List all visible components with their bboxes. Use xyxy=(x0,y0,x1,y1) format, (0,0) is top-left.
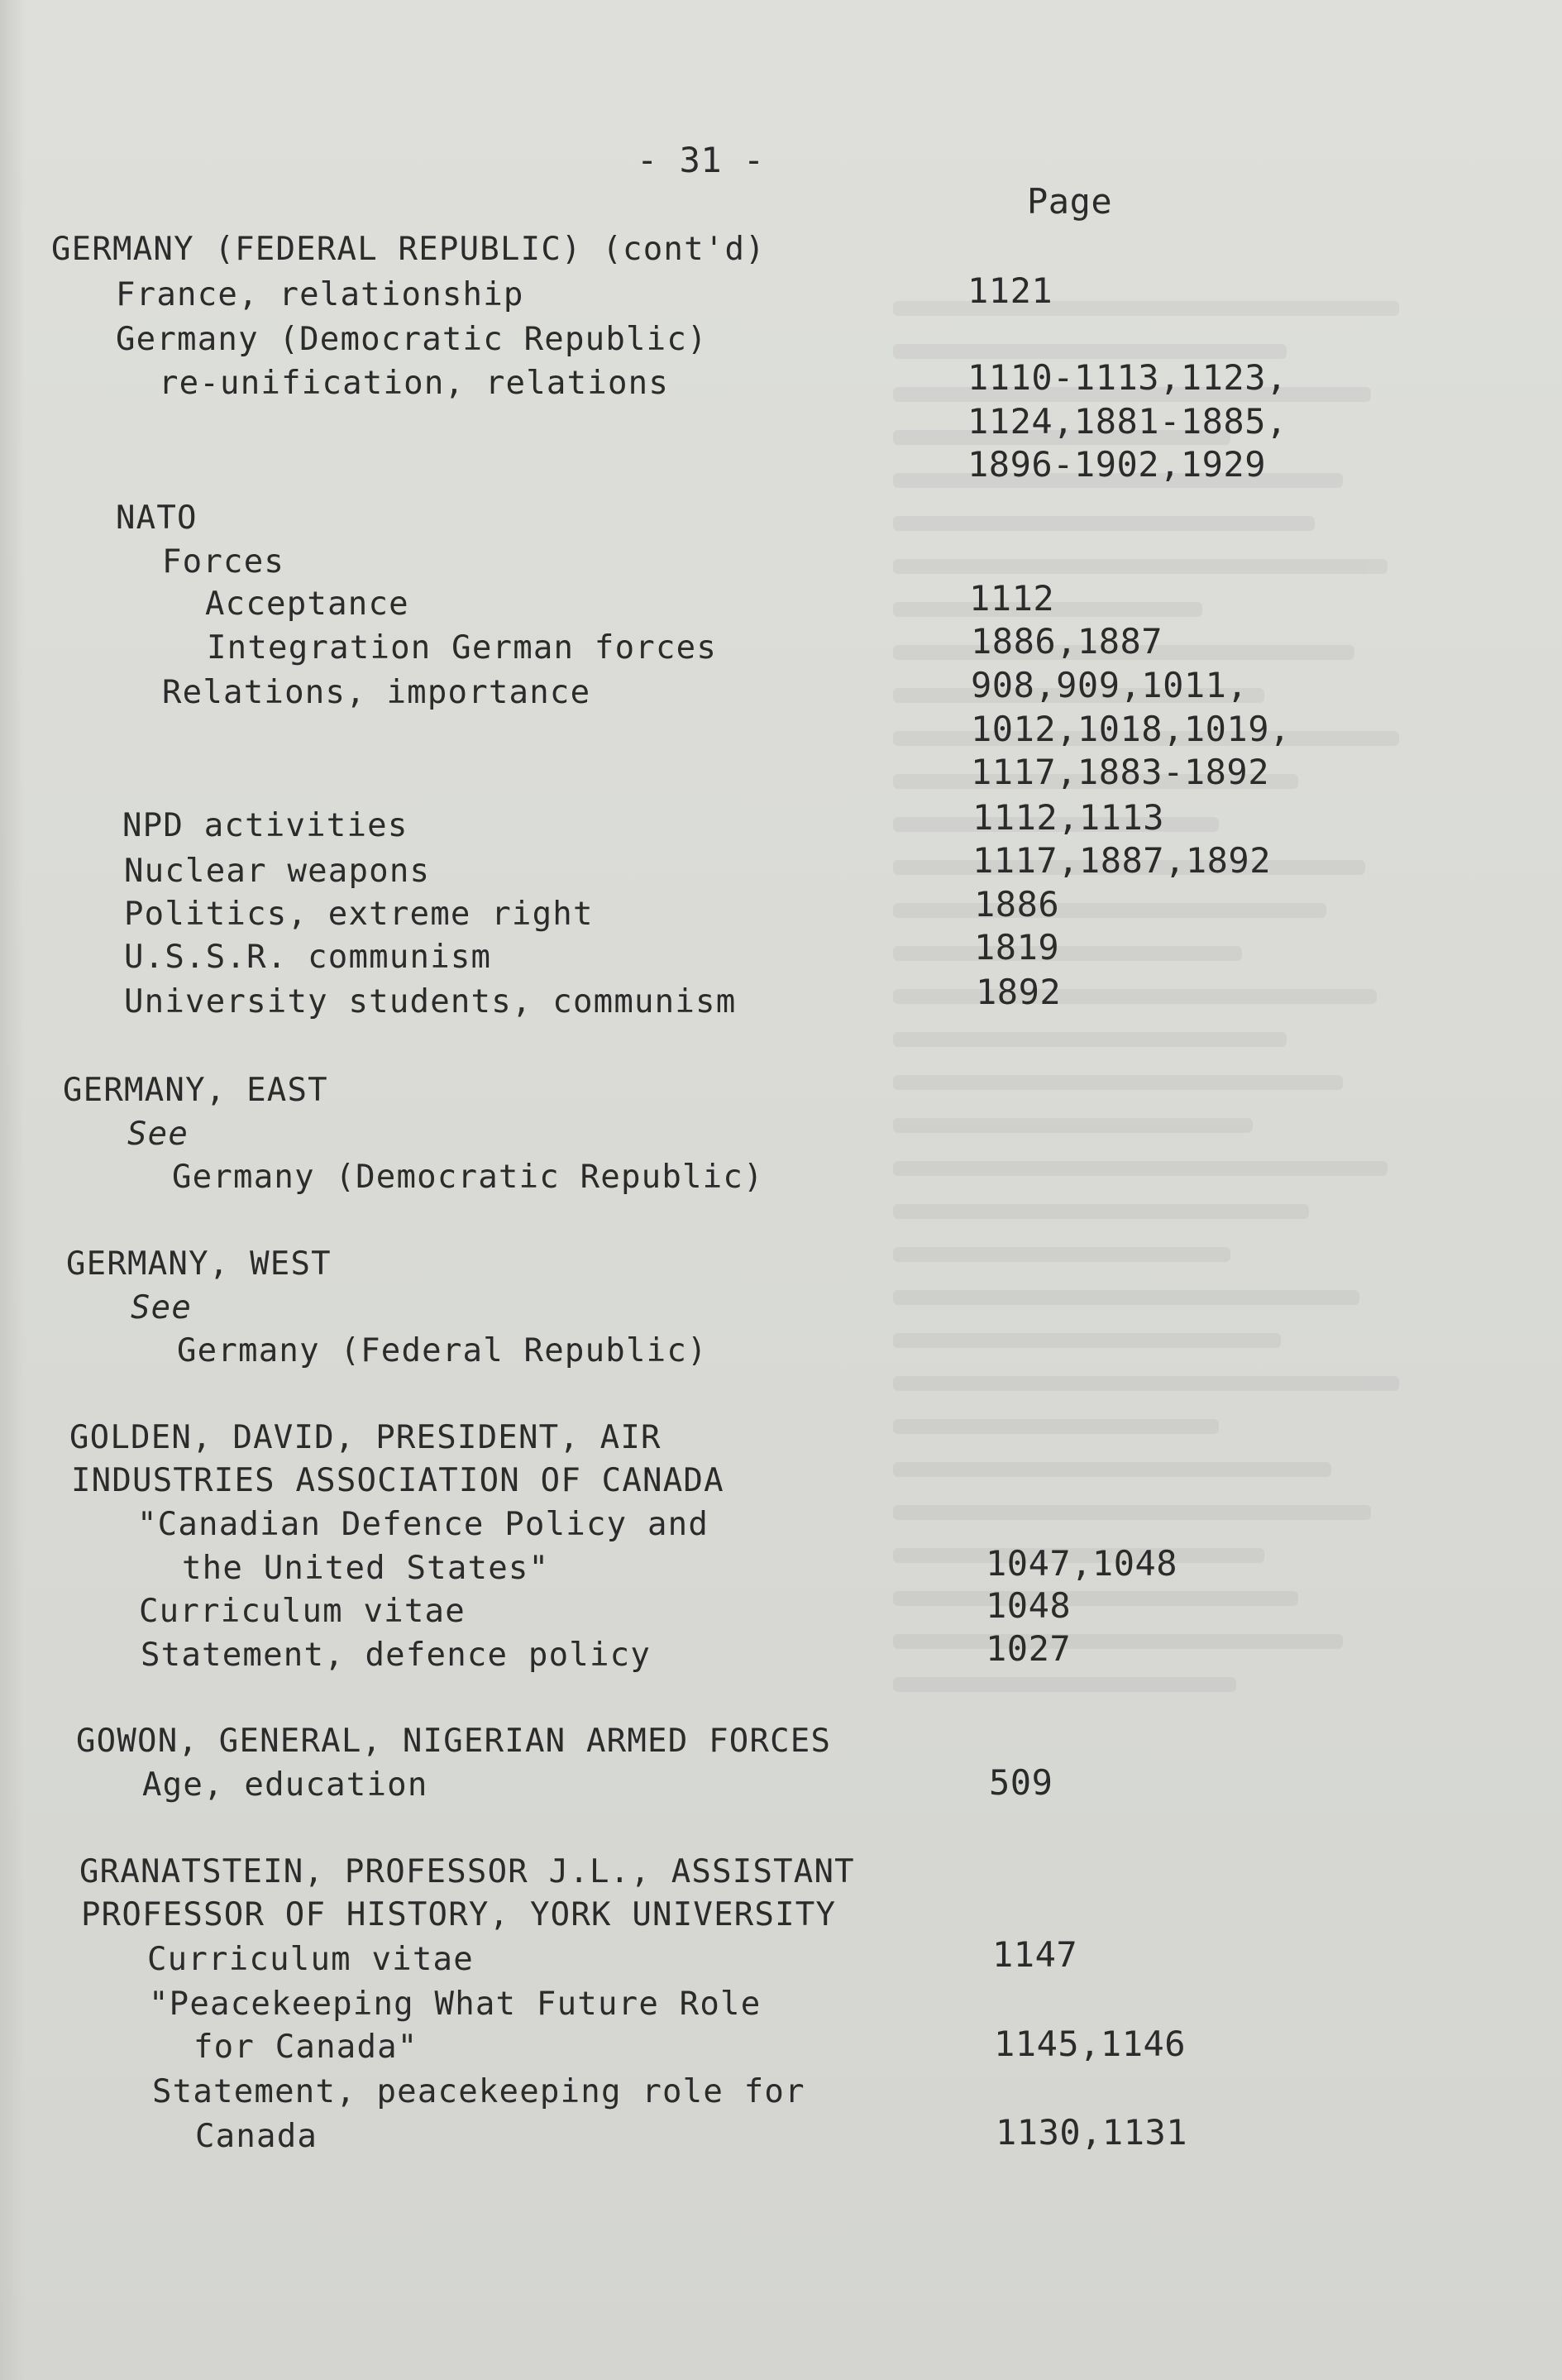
page-reference: 1012,1018,1019, xyxy=(971,709,1291,749)
see-reference-label: See xyxy=(131,1289,193,1326)
index-subentry: Germany (Democratic Republic) xyxy=(116,321,708,358)
page-reference: 1145,1146 xyxy=(994,2024,1187,2064)
page-reference: 1110-1113,1123, xyxy=(967,357,1287,398)
page-reference: 1892 xyxy=(976,972,1062,1012)
page-reference: 1112,1113 xyxy=(972,797,1165,838)
index-subentry: Statement, defence policy xyxy=(141,1637,651,1674)
index-subentry: re-unification, relations xyxy=(159,365,669,402)
index-subentry: NPD activities xyxy=(122,807,408,844)
index-subentry: NATO xyxy=(116,499,198,537)
page-reference: 1886,1887 xyxy=(971,621,1163,662)
index-subentry: U.S.S.R. communism xyxy=(124,939,492,976)
page-reference: 908,909,1011, xyxy=(971,665,1249,705)
index-subentry: Statement, peacekeeping role for xyxy=(152,2073,805,2110)
page-reference: 1047,1048 xyxy=(986,1543,1178,1584)
index-subentry: "Peacekeeping What Future Role xyxy=(149,1986,762,2023)
index-heading: GOLDEN, DAVID, PRESIDENT, AIR xyxy=(69,1419,662,1456)
index-heading: GERMANY (FEDERAL REPUBLIC) (cont'd) xyxy=(51,231,766,268)
index-subentry: France, relationship xyxy=(116,276,524,313)
index-heading: GERMANY, WEST xyxy=(66,1245,332,1283)
page-reference: 1896-1902,1929 xyxy=(967,444,1267,485)
page-reference: 1027 xyxy=(986,1628,1072,1669)
page-reference: 1886 xyxy=(974,884,1060,925)
bleed-through-texture xyxy=(893,270,1455,2241)
index-subentry: University students, communism xyxy=(124,983,737,1020)
page-reference: 1117,1883-1892 xyxy=(971,752,1270,792)
index-heading: GERMANY, EAST xyxy=(63,1072,328,1109)
page-reference: 1121 xyxy=(967,270,1053,311)
index-subentry: "Canadian Defence Policy and xyxy=(137,1506,709,1543)
page-reference: 1117,1887,1892 xyxy=(972,840,1272,881)
index-subentry: Politics, extreme right xyxy=(124,896,594,933)
page-edge-shadow xyxy=(0,0,25,2380)
index-heading: GOWON, GENERAL, NIGERIAN ARMED FORCES xyxy=(76,1723,832,1760)
page-reference: 1124,1881-1885, xyxy=(967,401,1287,442)
index-subentry: Canada xyxy=(195,2118,318,2155)
page-column-heading: Page xyxy=(1027,181,1113,222)
cross-reference: Germany (Federal Republic) xyxy=(177,1332,708,1369)
index-subentry: Forces xyxy=(162,543,285,581)
cross-reference: Germany (Democratic Republic) xyxy=(172,1159,764,1196)
page-reference: 509 xyxy=(989,1762,1053,1803)
index-heading: INDUSTRIES ASSOCIATION OF CANADA xyxy=(71,1462,724,1499)
index-subentry: the United States" xyxy=(182,1550,550,1587)
page-reference: 1147 xyxy=(992,1934,1078,1975)
index-subentry: Age, education xyxy=(142,1766,428,1804)
index-subentry: Curriculum vitae xyxy=(139,1593,466,1630)
page-reference: 1112 xyxy=(969,578,1055,619)
see-reference-label: See xyxy=(127,1116,189,1153)
index-subentry: Integration German forces xyxy=(207,629,717,667)
page-reference: 1819 xyxy=(974,927,1060,968)
index-subentry: Curriculum vitae xyxy=(147,1941,474,1978)
index-heading: PROFESSOR OF HISTORY, YORK UNIVERSITY xyxy=(81,1896,837,1933)
page-reference: 1048 xyxy=(986,1585,1072,1626)
index-subentry: Nuclear weapons xyxy=(124,853,431,890)
index-subentry: Acceptance xyxy=(205,585,409,623)
index-subentry: Relations, importance xyxy=(162,674,591,711)
index-subentry: for Canada" xyxy=(193,2029,418,2066)
page-reference: 1130,1131 xyxy=(996,2112,1188,2153)
page-number: - 31 - xyxy=(637,140,765,180)
index-heading: GRANATSTEIN, PROFESSOR J.L., ASSISTANT xyxy=(79,1853,855,1890)
